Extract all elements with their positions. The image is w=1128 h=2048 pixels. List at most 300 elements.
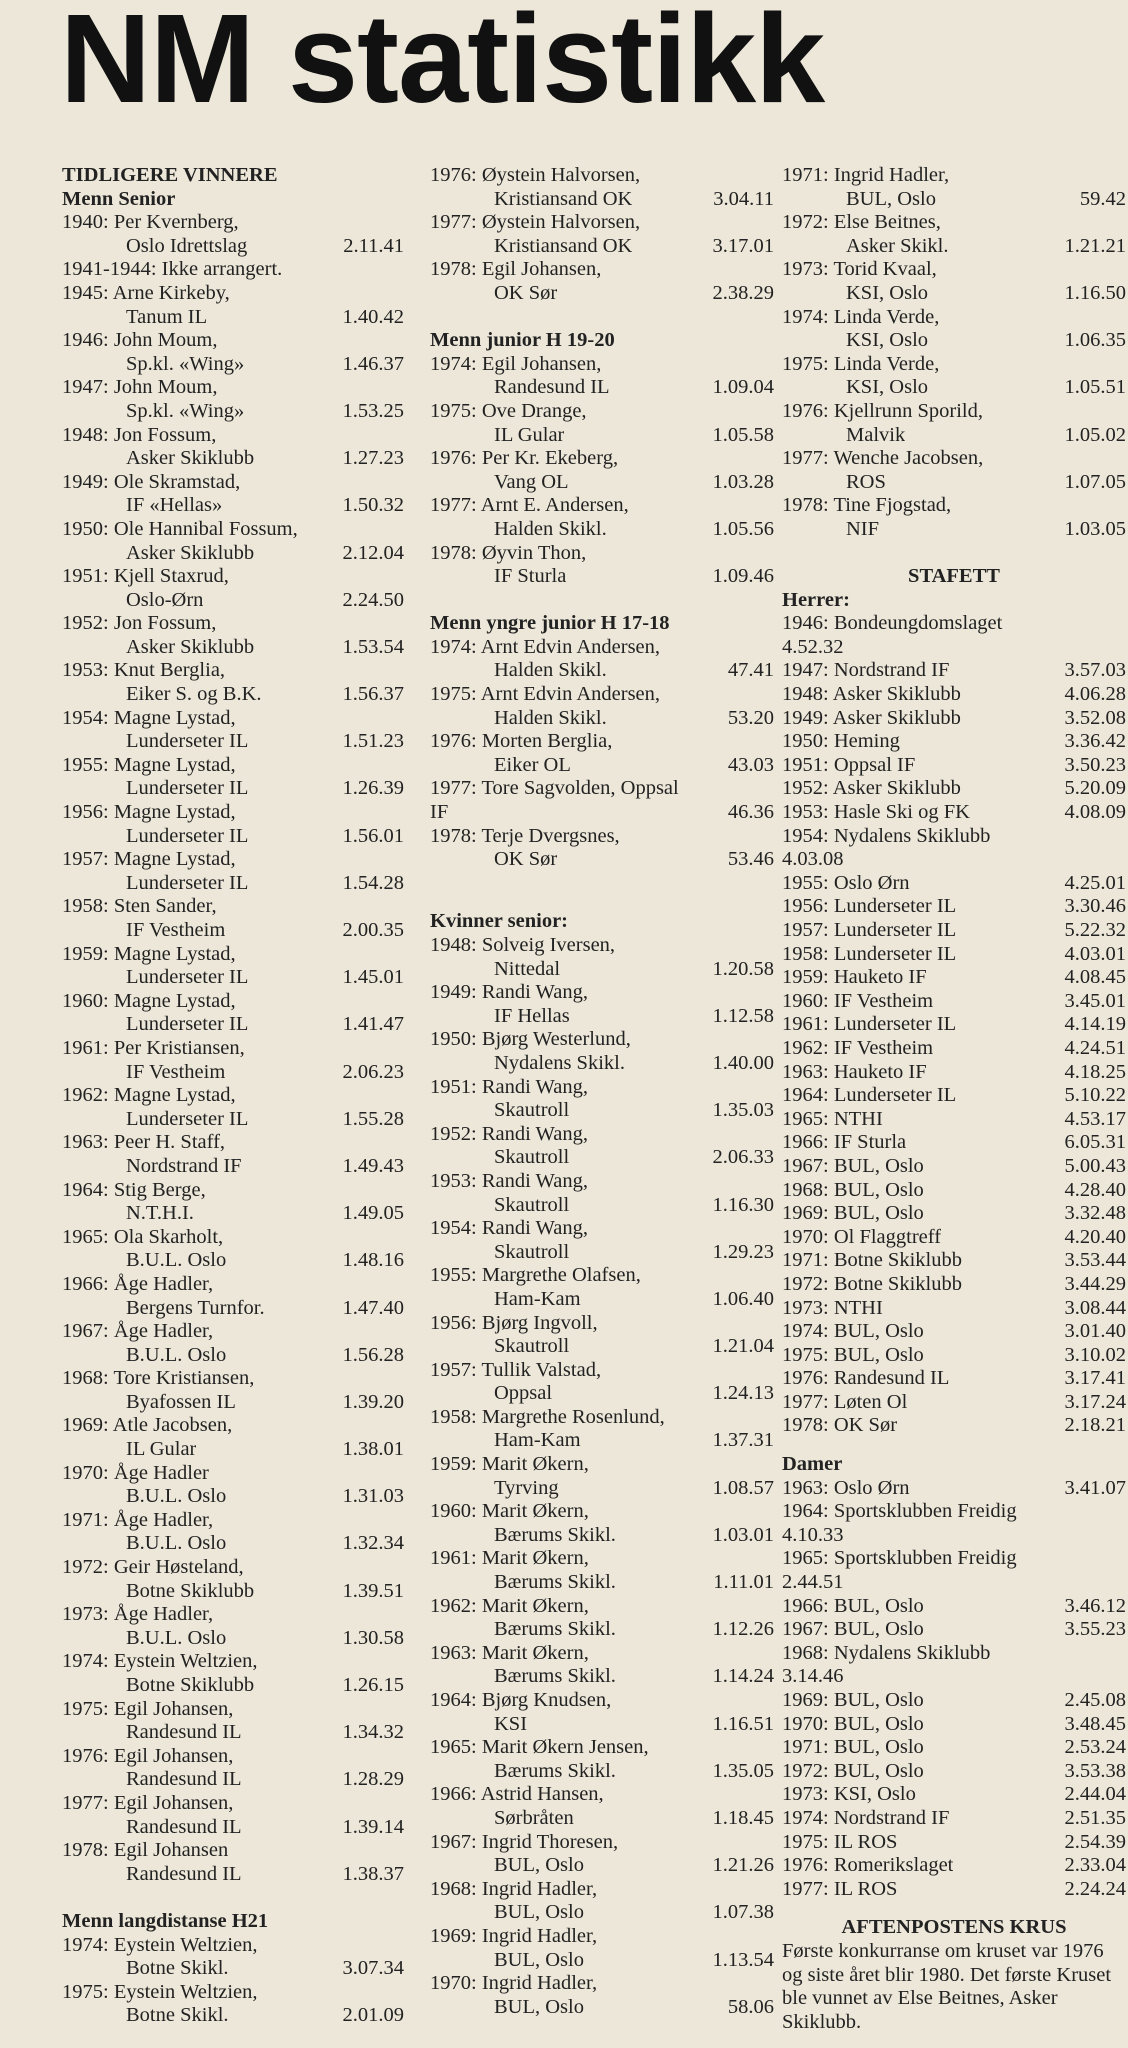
result-time: 1.46.37 <box>342 352 404 375</box>
result-time: 4.06.28 <box>1064 683 1126 706</box>
result-text: IF «Hellas» <box>126 494 223 517</box>
result-text: 1975: Eystein Weltzien, <box>62 1980 258 2003</box>
result-line <box>782 872 1126 896</box>
result-line <box>782 329 1126 353</box>
result-line <box>782 1037 1126 1061</box>
result-text: 1968: Tore Kristiansen, <box>62 1367 255 1390</box>
result-line <box>62 801 404 825</box>
section-heading: Menn junior H 19-20 <box>430 329 615 352</box>
result-line <box>782 494 1126 518</box>
result-line <box>782 919 1126 943</box>
result-line <box>430 447 774 471</box>
result-text: Ham-Kam <box>494 1287 581 1310</box>
result-text: NIF <box>846 517 880 540</box>
result-text: Tyrving <box>494 1476 559 1499</box>
results-column-3 <box>782 164 1126 2034</box>
result-text: Asker Skiklubb <box>126 447 255 470</box>
result-time: 1.09.04 <box>712 376 774 399</box>
spacer <box>430 589 774 613</box>
result-line <box>62 376 404 400</box>
result-text: KSI, Oslo <box>846 329 929 352</box>
result-text: Bærums Skikl. <box>494 1759 616 1782</box>
result-line <box>430 1665 774 1689</box>
result-text: Kristiansand OK <box>494 234 633 257</box>
result-time: 4.28.40 <box>1064 1178 1126 1201</box>
section-heading: Menn Senior <box>62 187 176 210</box>
result-line <box>782 1524 1126 1548</box>
result-time: 3.48.45 <box>1064 1712 1126 1735</box>
headline: NM statistikk <box>60 0 825 129</box>
result-line <box>782 188 1126 212</box>
result-time: 3.53.38 <box>1064 1759 1126 1782</box>
result-time: 1.53.25 <box>342 399 404 422</box>
result-time: 1.03.01 <box>712 1523 774 1546</box>
result-line <box>430 848 774 872</box>
result-line <box>62 1816 404 1840</box>
result-line <box>782 376 1126 400</box>
result-text: 1967: BUL, Oslo <box>782 1618 924 1641</box>
result-time: 1.39.20 <box>342 1390 404 1413</box>
result-text: 1975: Egil Johansen, <box>62 1697 234 1720</box>
result-text: 1965: NTHI <box>782 1107 883 1130</box>
result-text: 1951: Oppsal IF <box>782 753 916 776</box>
result-text: Randesund IL <box>126 1815 242 1838</box>
result-line <box>782 211 1126 235</box>
result-line <box>782 895 1126 919</box>
result-text: B.U.L. Oslo <box>126 1532 227 1555</box>
result-line <box>430 1949 774 1973</box>
result-time: 1.35.05 <box>712 1759 774 1782</box>
result-line <box>62 825 404 849</box>
result-text: 1969: BUL, Oslo <box>782 1202 924 1225</box>
result-text: Botne Skiklubb <box>126 1674 255 1696</box>
result-text: 1959: Magne Lystad, <box>62 942 236 965</box>
result-text: 1940: Per Kvernberg, <box>62 211 239 234</box>
result-text: Oslo Idrettslag <box>126 234 248 257</box>
result-time: 1.07.38 <box>712 1901 774 1924</box>
result-text: B.U.L. Oslo <box>126 1485 227 1508</box>
result-line <box>62 306 404 330</box>
result-line <box>782 1595 1126 1619</box>
result-text: 1955: Margrethe Olafsen, <box>430 1264 641 1287</box>
result-text: 1962: IF Vestheim <box>782 1036 934 1059</box>
result-text: 2.44.51 <box>782 1571 844 1594</box>
result-line <box>430 1005 774 1029</box>
result-line <box>782 777 1126 801</box>
result-line <box>430 518 774 542</box>
result-time: 1.56.01 <box>342 824 404 847</box>
result-line <box>430 424 774 448</box>
result-line <box>782 1547 1126 1571</box>
result-line <box>62 1367 404 1391</box>
result-line <box>62 235 404 259</box>
result-time: 1.05.51 <box>1064 376 1126 399</box>
result-line <box>62 1957 404 1981</box>
result-line <box>430 1854 774 1878</box>
result-line <box>430 211 774 235</box>
result-line <box>430 188 774 212</box>
result-line <box>430 1288 774 1312</box>
result-text: 1955: Magne Lystad, <box>62 753 236 776</box>
result-time: 4.03.01 <box>1064 942 1126 965</box>
result-text: 1975: Arnt Edvin Andersen, <box>430 683 661 706</box>
result-text: 1971: Botne Skiklubb <box>782 1249 962 1272</box>
result-time: 1.29.23 <box>712 1240 774 1263</box>
result-time: 1.47.40 <box>342 1296 404 1319</box>
result-text: Skautroll <box>494 1335 570 1358</box>
result-line <box>782 164 1126 188</box>
result-text: 1975: BUL, Oslo <box>782 1343 924 1366</box>
result-text: Oppsal <box>494 1382 553 1405</box>
result-time: 2.45.08 <box>1064 1689 1126 1711</box>
result-text: Nordstrand IF <box>126 1154 242 1177</box>
result-line <box>430 376 774 400</box>
result-line <box>430 1713 774 1737</box>
spacer <box>430 895 774 910</box>
result-text: 1977: IL ROS <box>782 1877 898 1900</box>
result-time: 3.36.42 <box>1064 730 1126 753</box>
result-time: 1.12.58 <box>712 1004 774 1027</box>
result-text: Ham-Kam <box>494 1429 581 1452</box>
section-heading: Herrer: <box>782 588 850 611</box>
result-line <box>62 1981 404 2005</box>
result-text: 1975: IL ROS <box>782 1830 898 1853</box>
result-text: Lunderseter IL <box>126 730 249 753</box>
result-line <box>782 1367 1126 1391</box>
result-text: Asker Skikl. <box>846 234 949 257</box>
result-text: 1974: Egil Johansen, <box>430 352 602 375</box>
result-text: 1977: Wenche Jacobsen, <box>782 447 984 470</box>
result-line <box>782 1477 1126 1501</box>
result-time: 1.05.02 <box>1064 423 1126 446</box>
result-text: Bergens Turnfor. <box>126 1296 265 1319</box>
result-line <box>430 1052 774 1076</box>
results-column-1 <box>62 164 404 2028</box>
result-line <box>782 447 1126 471</box>
result-text: Lunderseter IL <box>126 777 249 800</box>
result-line <box>782 1344 1126 1368</box>
result-text: 1962: Magne Lystad, <box>62 1084 236 1107</box>
result-text: 1952: Randi Wang, <box>430 1122 588 1145</box>
result-line <box>62 424 404 448</box>
result-time: 53.46 <box>727 848 774 871</box>
result-line <box>782 707 1126 731</box>
result-text: 1973: NTHI <box>782 1296 883 1319</box>
result-time: 3.50.23 <box>1064 753 1126 776</box>
result-line <box>782 1179 1126 1203</box>
section-heading: Menn yngre junior H 17-18 <box>430 612 670 635</box>
result-line <box>782 1226 1126 1250</box>
result-text: Sørbråten <box>494 1806 574 1829</box>
result-text: Bærums Skikl. <box>494 1571 616 1594</box>
result-line <box>430 542 774 566</box>
result-text: B.U.L. Oslo <box>126 1626 227 1649</box>
result-line <box>62 1839 404 1863</box>
result-text: 3.14.46 <box>782 1665 844 1688</box>
result-line <box>430 1028 774 1052</box>
result-time: 1.31.03 <box>342 1485 404 1508</box>
result-text: 1974: Eystein Weltzien, <box>62 1933 258 1956</box>
result-text: 1955: Oslo Ørn <box>782 871 910 894</box>
result-time: 53.20 <box>727 706 774 729</box>
result-time: 3.55.23 <box>1064 1618 1126 1641</box>
result-text: Randesund IL <box>126 1862 242 1885</box>
result-time: 1.35.03 <box>712 1099 774 1122</box>
result-line <box>62 1509 404 1533</box>
result-text: 1970: Ingrid Hadler, <box>430 1972 598 1995</box>
result-text: 1954: Magne Lystad, <box>62 706 236 729</box>
result-line <box>62 494 404 518</box>
result-text: 1964: Lunderseter IL <box>782 1084 957 1107</box>
result-line <box>782 754 1126 778</box>
result-line <box>62 1108 404 1132</box>
result-text: KSI, Oslo <box>846 281 929 304</box>
result-line <box>62 1202 404 1226</box>
result-line <box>62 1721 404 1745</box>
result-time: 2.24.50 <box>342 588 404 611</box>
result-line <box>430 934 774 958</box>
result-line <box>782 1807 1126 1831</box>
result-text: Sp.kl. «Wing» <box>126 399 245 422</box>
result-line <box>62 447 404 471</box>
result-line <box>62 1556 404 1580</box>
result-text: 1972: Botne Skiklubb <box>782 1272 962 1295</box>
result-time: 1.38.37 <box>342 1862 404 1885</box>
result-line <box>782 1500 1126 1524</box>
result-text: 1961: Lunderseter IL <box>782 1013 957 1036</box>
result-text: BUL, Oslo <box>494 1901 584 1924</box>
result-line <box>782 1642 1126 1666</box>
result-time: 3.46.12 <box>1064 1594 1126 1617</box>
result-line <box>782 400 1126 424</box>
result-line <box>62 1391 404 1415</box>
result-text: OK Sør <box>494 848 558 871</box>
result-text: BUL, Oslo <box>494 1948 584 1971</box>
result-line <box>62 1863 404 1887</box>
result-line <box>782 1273 1126 1297</box>
result-line <box>430 825 774 849</box>
result-text: 1947: John Moum, <box>62 376 218 399</box>
result-line <box>62 1438 404 1462</box>
result-text: 1959: Hauketo IF <box>782 966 927 989</box>
result-text: 1949: Asker Skiklubb <box>782 706 961 729</box>
result-time: 4.08.45 <box>1064 966 1126 989</box>
result-line <box>62 1627 404 1651</box>
result-line <box>430 1618 774 1642</box>
result-time: 1.39.14 <box>342 1815 404 1838</box>
result-time: 5.00.43 <box>1064 1154 1126 1177</box>
result-text: 1976: Morten Berglia, <box>430 730 613 753</box>
result-text: Kristiansand OK <box>494 187 633 210</box>
result-text: BUL, Oslo <box>494 1854 584 1877</box>
result-text: Randesund IL <box>126 1721 242 1744</box>
result-time: 5.22.32 <box>1064 919 1126 941</box>
result-text: 1972: BUL, Oslo <box>782 1759 924 1782</box>
result-text: KSI, Oslo <box>846 376 929 399</box>
result-text: Skautroll <box>494 1240 570 1263</box>
result-line <box>430 1241 774 1265</box>
result-time: 4.24.51 <box>1064 1036 1126 1059</box>
result-line <box>430 981 774 1005</box>
result-line <box>62 1249 404 1273</box>
result-line <box>62 1462 404 1486</box>
result-time: 1.13.54 <box>712 1948 774 1971</box>
result-line <box>430 1194 774 1218</box>
result-line <box>62 329 404 353</box>
result-time: 3.44.29 <box>1064 1272 1126 1295</box>
result-text: Lunderseter IL <box>126 824 249 847</box>
result-text: 1957: Tullik Valstad, <box>430 1358 602 1381</box>
result-text: 1949: Randi Wang, <box>430 981 588 1004</box>
result-text: 1974: Nordstrand IF <box>782 1806 950 1829</box>
result-text: ROS <box>846 470 886 493</box>
result-line <box>430 1972 774 1996</box>
result-text: Sp.kl. «Wing» <box>126 352 245 375</box>
result-text: IF <box>430 801 449 824</box>
result-time: 2.38.29 <box>712 281 774 304</box>
result-line <box>782 258 1126 282</box>
result-text: 1977: Tore Sagvolden, Oppsal <box>430 777 679 800</box>
result-line <box>430 1335 774 1359</box>
result-line <box>62 282 404 306</box>
result-line <box>62 542 404 566</box>
spacer <box>782 1901 1126 1916</box>
result-text: 1973: Torid Kvaal, <box>782 258 937 281</box>
result-time: 3.04.11 <box>713 187 774 210</box>
result-line <box>62 707 404 731</box>
result-text: 1972: Geir Høsteland, <box>62 1556 244 1579</box>
result-time: 3.45.01 <box>1064 989 1126 1012</box>
result-line <box>430 282 774 306</box>
result-text: BUL, Oslo <box>494 1995 584 2018</box>
result-line <box>62 1674 404 1698</box>
result-line <box>430 1076 774 1100</box>
result-text: 1978: Terje Dvergsnes, <box>430 824 620 847</box>
result-line <box>62 1131 404 1155</box>
result-line <box>430 1901 774 1925</box>
result-text: 1956: Lunderseter IL <box>782 895 957 918</box>
result-text: 1953: Knut Berglia, <box>62 659 226 682</box>
result-time: 1.49.43 <box>342 1154 404 1177</box>
result-line <box>782 1414 1126 1438</box>
result-time: 1.24.13 <box>712 1382 774 1405</box>
result-text: 1978: Tine Fjogstad, <box>782 494 952 517</box>
result-text: 4.10.33 <box>782 1523 844 1546</box>
result-line <box>782 1831 1126 1855</box>
result-line <box>782 1854 1126 1878</box>
result-line <box>430 1217 774 1241</box>
section-heading: Kvinner senior: <box>430 910 568 933</box>
result-line <box>430 1925 774 1949</box>
result-line <box>430 1382 774 1406</box>
result-line <box>782 1878 1126 1902</box>
result-line <box>782 1155 1126 1179</box>
result-line <box>62 1745 404 1769</box>
result-text: 1958: Margrethe Rosenlund, <box>430 1405 665 1428</box>
result-line <box>62 1273 404 1297</box>
result-text: 1970: BUL, Oslo <box>782 1712 924 1735</box>
result-text: 1948: Jon Fossum, <box>62 423 217 446</box>
result-time: 2.00.35 <box>342 919 404 941</box>
result-text: 1953: Randi Wang, <box>430 1169 588 1192</box>
result-time: 58.06 <box>727 1995 774 2018</box>
result-line <box>782 1202 1126 1226</box>
result-time: 5.20.09 <box>1064 777 1126 800</box>
result-text: Nydalens Skikl. <box>494 1051 625 1074</box>
result-time: 1.27.23 <box>342 447 404 470</box>
result-line <box>782 1131 1126 1155</box>
result-text: 1976: Per Kr. Ekeberg, <box>430 447 619 470</box>
result-time: 1.16.30 <box>712 1193 774 1216</box>
result-line <box>430 1547 774 1571</box>
result-line <box>782 730 1126 754</box>
result-time: 3.30.46 <box>1064 895 1126 918</box>
result-text: 1952: Jon Fossum, <box>62 612 217 635</box>
result-text: 1965: Marit Økern Jensen, <box>430 1736 649 1759</box>
result-line <box>430 1264 774 1288</box>
result-text: 1969: Atle Jacobsen, <box>62 1414 233 1437</box>
result-line <box>62 258 404 282</box>
result-line <box>782 943 1126 967</box>
result-text: 1946: John Moum, <box>62 329 218 352</box>
result-line <box>782 1713 1126 1737</box>
result-time: 1.51.23 <box>342 730 404 753</box>
result-line <box>782 990 1126 1014</box>
result-time: 4.25.01 <box>1064 871 1126 894</box>
result-line <box>782 424 1126 448</box>
result-line <box>782 636 1126 660</box>
result-line <box>62 471 404 495</box>
result-line <box>782 683 1126 707</box>
result-text: 1950: Bjørg Westerlund, <box>430 1028 631 1051</box>
result-line <box>62 1650 404 1674</box>
result-line <box>782 1297 1126 1321</box>
result-line <box>430 164 774 188</box>
result-line <box>62 943 404 967</box>
result-time: 1.48.16 <box>342 1249 404 1272</box>
result-text: 1961: Per Kristiansen, <box>62 1036 245 1059</box>
result-time: 6.05.31 <box>1064 1131 1126 1154</box>
result-time: 4.08.09 <box>1064 801 1126 824</box>
result-text: Byafossen IL <box>126 1390 236 1413</box>
result-line <box>430 1524 774 1548</box>
result-time: 4.14.19 <box>1064 1013 1126 1036</box>
result-text: 1950: Ole Hannibal Fossum, <box>62 517 298 540</box>
result-time: 1.56.37 <box>342 683 404 706</box>
result-text: KSI <box>494 1712 528 1735</box>
result-text: 1968: BUL, Oslo <box>782 1178 924 1201</box>
result-text: 1971: Ingrid Hadler, <box>782 164 950 186</box>
result-text: IL Gular <box>494 423 565 446</box>
result-text: 1969: Ingrid Hadler, <box>430 1924 598 1947</box>
result-time: 3.41.07 <box>1064 1476 1126 1499</box>
result-time: 1.49.05 <box>342 1202 404 1225</box>
result-line <box>430 1878 774 1902</box>
result-line <box>62 518 404 542</box>
spacer <box>430 872 774 896</box>
result-text: Bærums Skikl. <box>494 1665 616 1688</box>
result-line <box>62 1532 404 1556</box>
result-line <box>782 1108 1126 1132</box>
result-line <box>62 1603 404 1627</box>
result-time: 1.55.28 <box>342 1107 404 1130</box>
result-text: Asker Skiklubb <box>126 635 255 658</box>
result-text: 1978: Øyvin Thon, <box>430 541 587 564</box>
result-time: 1.03.05 <box>1064 517 1126 540</box>
result-text: 1941-1944: Ikke arrangert. <box>62 258 283 281</box>
result-text: 1960: Magne Lystad, <box>62 989 236 1012</box>
result-time: 3.17.01 <box>712 234 774 257</box>
